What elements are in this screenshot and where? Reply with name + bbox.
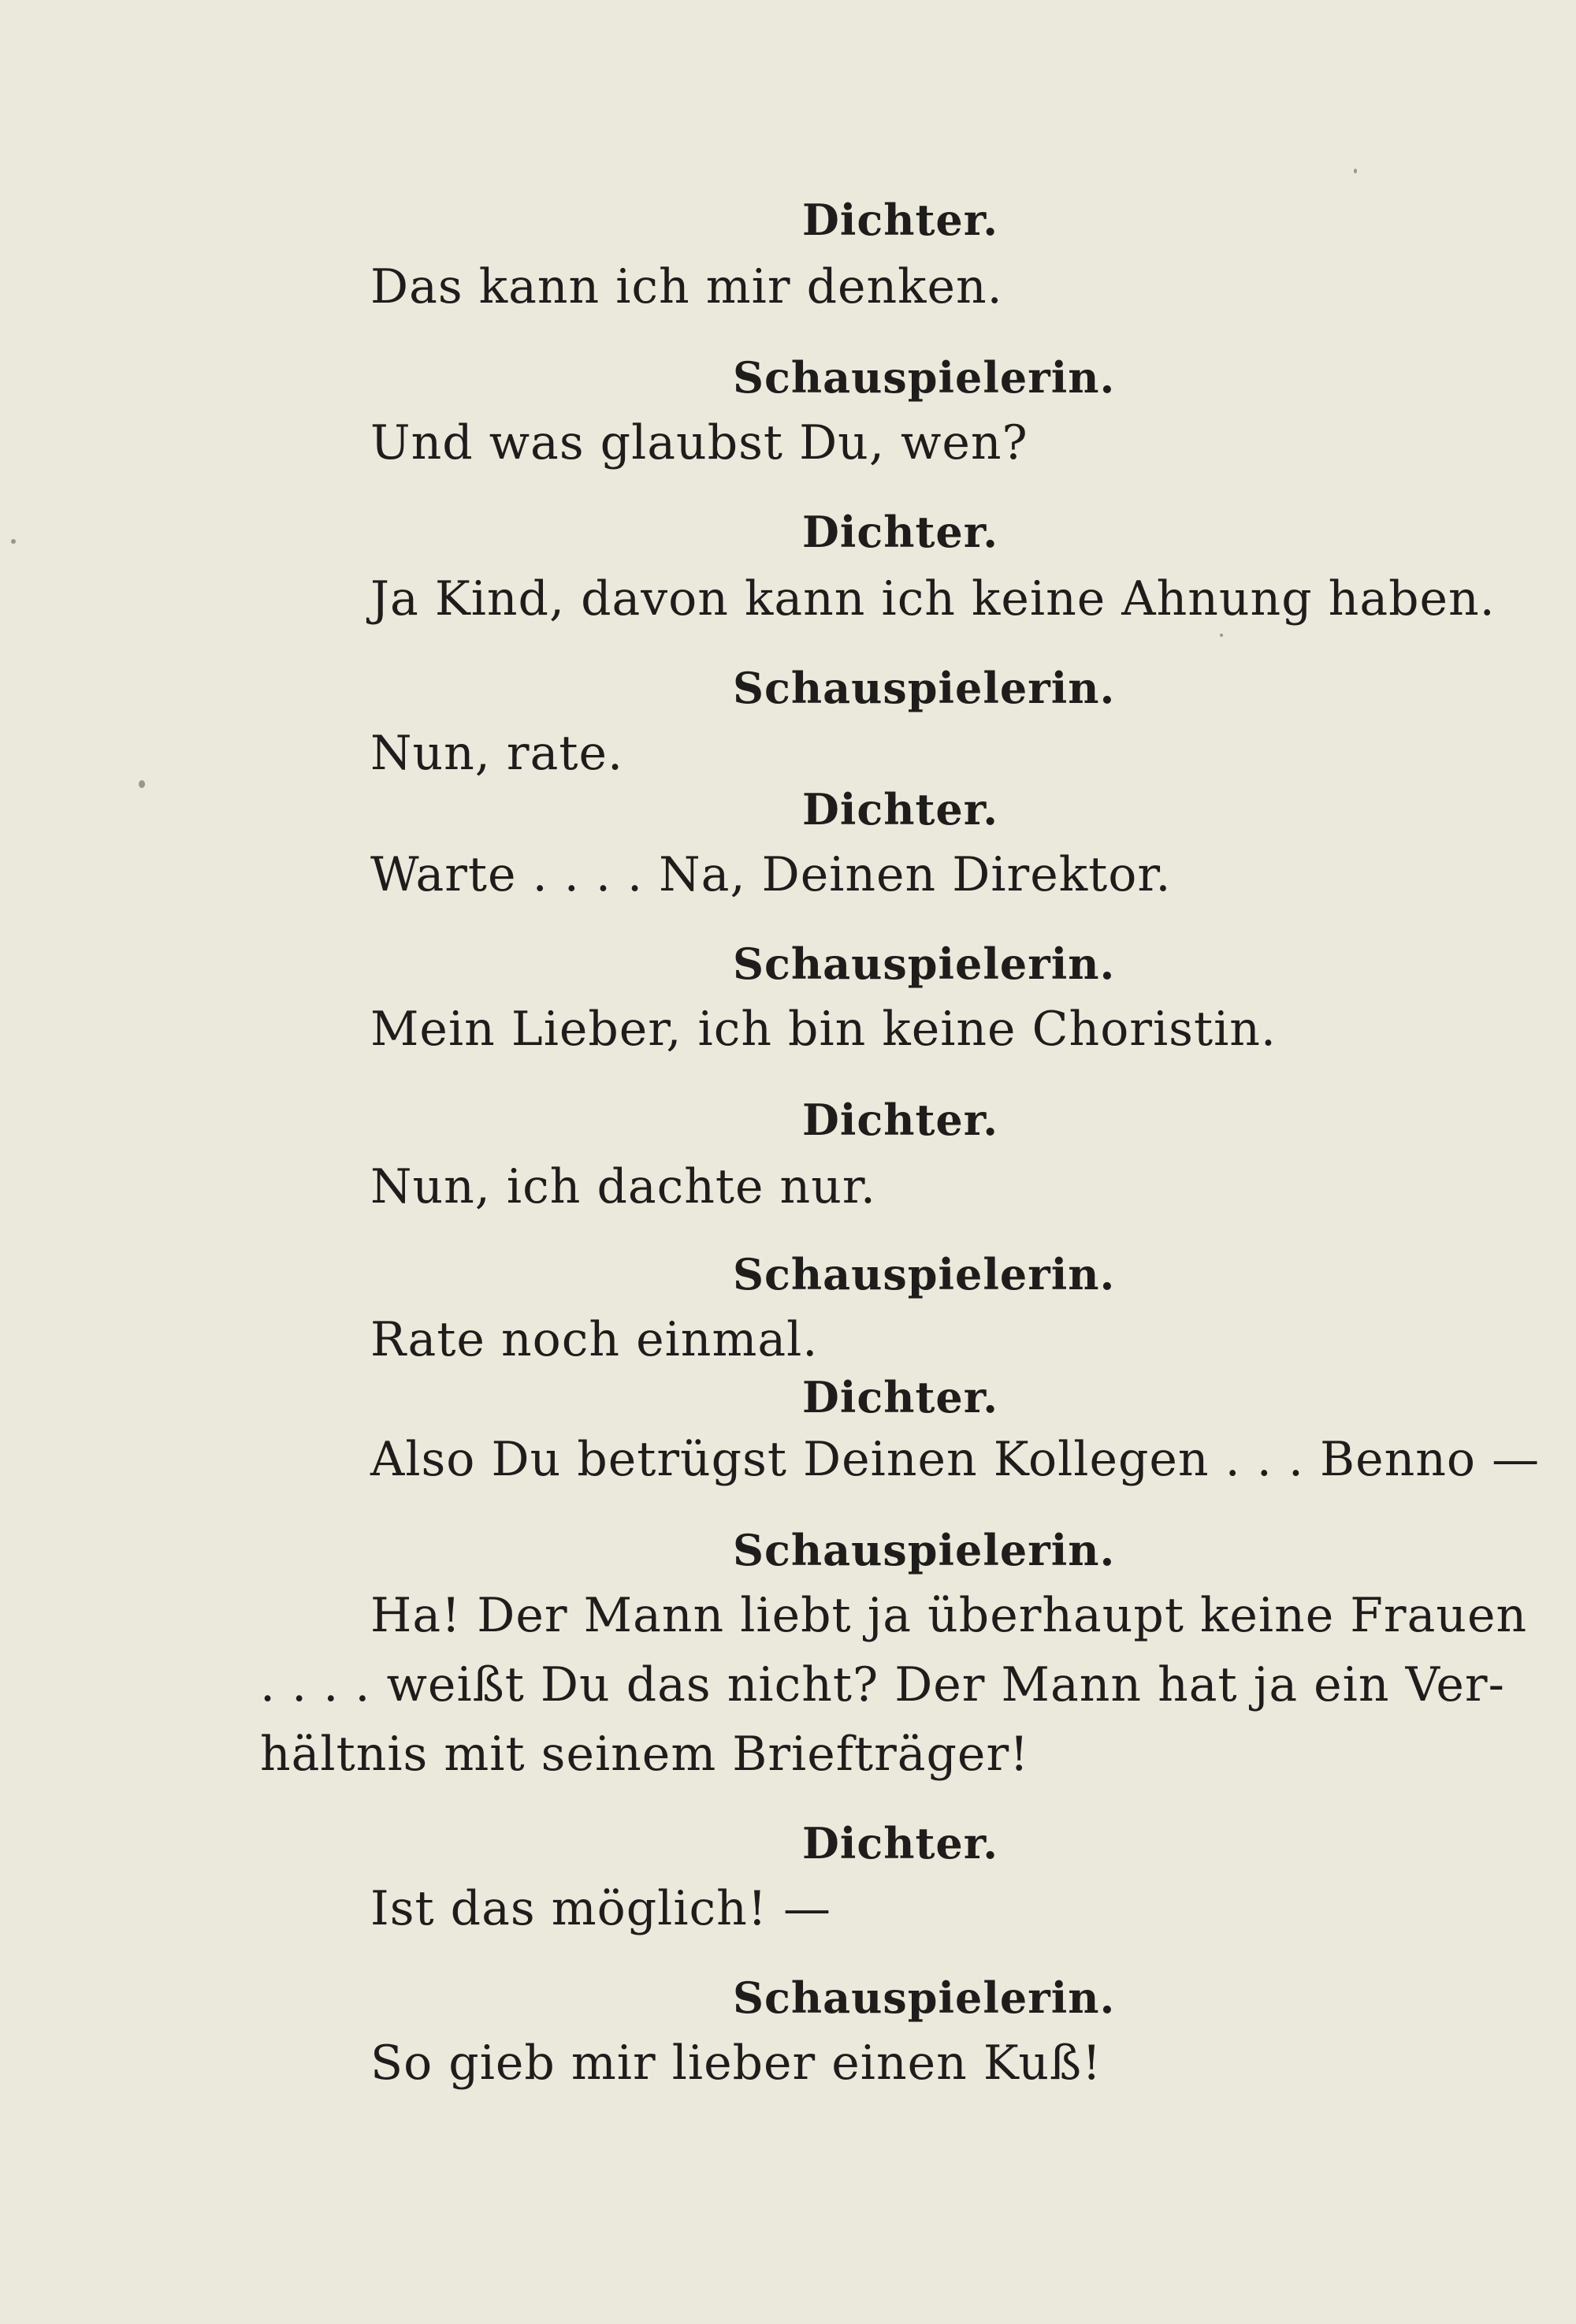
dialogue-line: Also Du betrügst Deinen Kollegen . . . Benno — [370,1432,1541,1487]
speaker-label: Schauspielerin. [733,939,1116,989]
speaker-label: Dichter. [802,195,999,245]
dialogue-line: Rate noch einmal. [370,1312,819,1367]
dialogue-line: Nun, rate. [370,726,624,781]
paper-speck [1220,634,1223,637]
speaker-label: Schauspielerin. [733,663,1116,713]
paper-speck [11,539,16,544]
dialogue-line: Mein Lieber, ich bin keine Choristin. [370,1002,1277,1057]
speaker-label: Dichter. [802,1372,999,1422]
dialogue-line: hältnis mit seinem Briefträger! [260,1727,1030,1782]
speaker-label: Dichter. [802,1095,999,1145]
dialogue-line: Ist das möglich! — [370,1881,831,1936]
dialogue-line: Nun, ich dachte nur. [370,1159,877,1214]
dialogue-line: Und was glaubst Du, wen? [370,415,1028,470]
dialogue-line: Ja Kind, davon kann ich keine Ahnung haben. [370,571,1496,627]
paper-speck [139,780,145,788]
speaker-label: Schauspielerin. [733,1249,1116,1300]
dialogue-line: So gieb mir lieber einen Kuß! [370,2036,1102,2091]
speaker-label: Dichter. [802,1818,999,1868]
speaker-label: Schauspielerin. [733,1525,1116,1575]
speaker-label: Dichter. [802,784,999,835]
speaker-label: Dichter. [802,507,999,557]
speaker-label: Schauspielerin. [733,352,1116,403]
dialogue-line: Ha! Der Mann liebt ja überhaupt keine Frauen [370,1588,1528,1643]
speaker-label: Schauspielerin. [733,1973,1116,2023]
paper-speck [1354,169,1357,173]
dialogue-line: Das kann ich mir denken. [370,259,1003,314]
dialogue-line: . . . . weißt Du das nicht? Der Mann hat ja ein Ver- [260,1657,1505,1712]
dialogue-line: Warte . . . . Na, Deinen Direktor. [370,847,1172,902]
